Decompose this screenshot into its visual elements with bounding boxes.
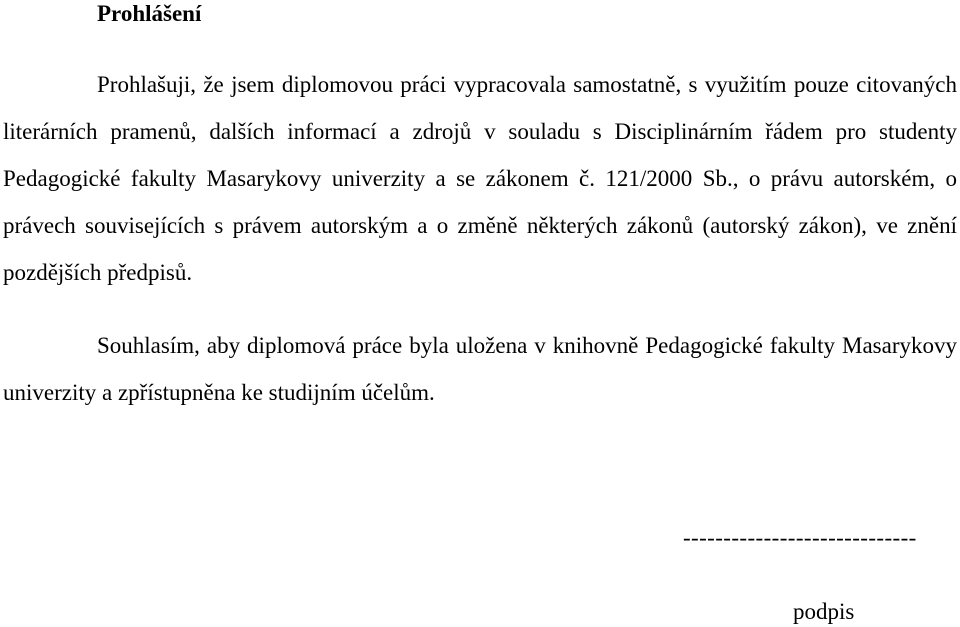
page-title: Prohlášení — [97, 1, 202, 26]
signature-line: ----------------------------- — [683, 525, 917, 550]
consent-paragraph: Souhlasím, aby diplomová práce byla uložena v knihovně Pedagogické fakulty Masarykovy univerzity a zpřístupněna ke studijním účelům. — [3, 333, 957, 405]
declaration-paragraph: Prohlašuji, že jsem diplomovou práci vypracovala samostatně, s využitím pouze citovaných literárních pramenů, dalších informací a zdrojů v souladu s Disciplinárním řádem pro studenty Pedagogické fakulty Masarykovy univerzity a se zákonem č. 121/2000 Sb., o právu autorském, o právech souvisejících s právem autorským a o změně některých zákonů (autorský zákon), ve znění pozdějších předpisů. — [3, 72, 957, 285]
signature-label: podpis — [793, 599, 855, 624]
